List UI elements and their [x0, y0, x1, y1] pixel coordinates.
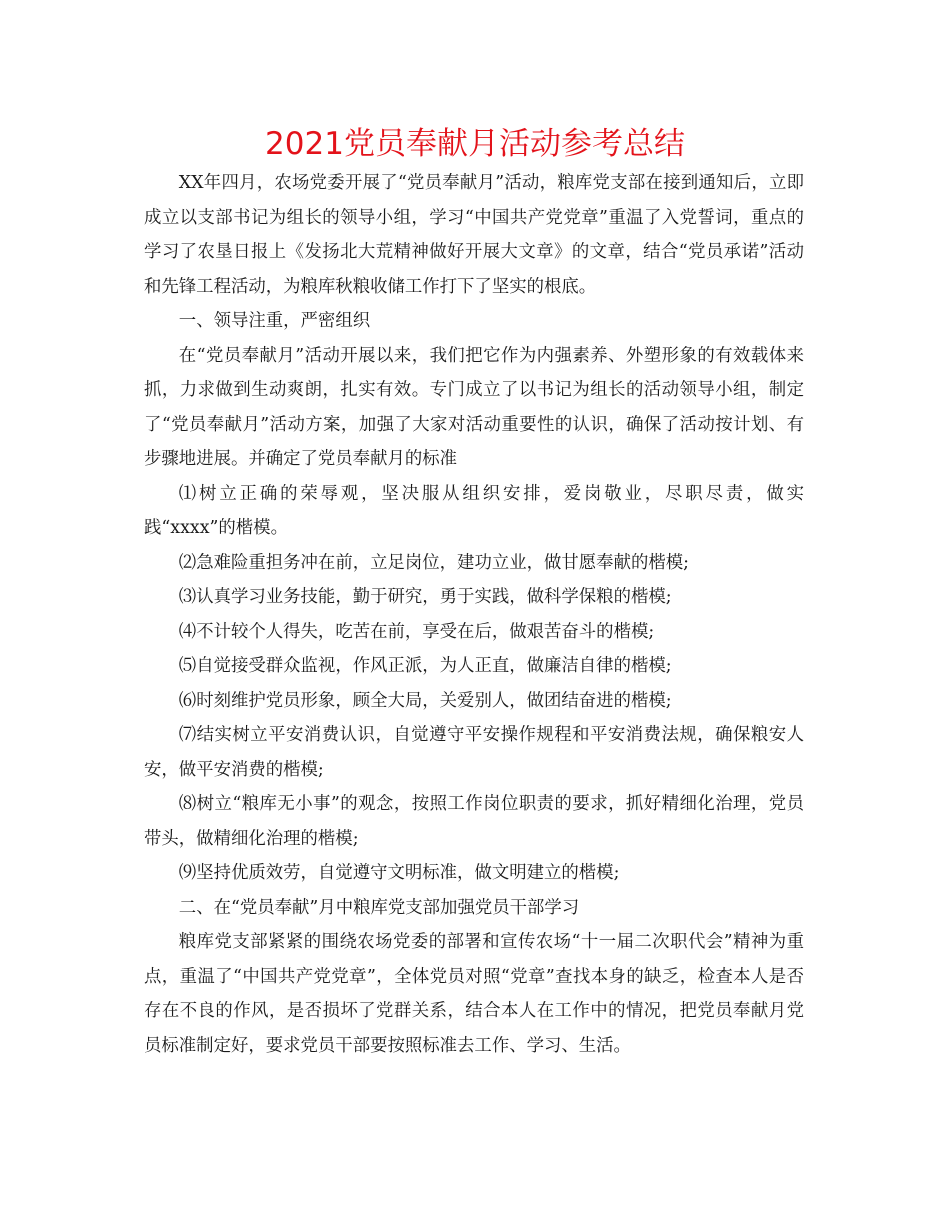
- list-item-3: ⑶认真学习业务技能，勤于研究，勇于实践，做科学保粮的楷模;: [178, 587, 672, 607]
- paragraph-section-1: 在“党员奉献月”活动开展以来，我们把它作为内强素养、外塑形象的有效载体来抓，力求做到生动爽朗，扎实有效。专门成立了以书记为组长的活动领导小组，制定了“党员奉献月”活动方案，加强了大家对活动重要性的认识，确保了活动按计划、有步骤地进展。并确定了党员奉献月的标准: [144, 345, 804, 469]
- document-body: [144, 166, 804, 1063]
- section-heading-1: 一、领导注重，严密组织: [178, 311, 371, 331]
- list-item-1: ⑴树立正确的荣辱观，坚决服从组织安排，爱岗敬业，尽职尽责，做实践“xxxx”的楷模。: [144, 483, 804, 538]
- paragraph-intro: XX年四月，农场党委开展了“党员奉献月”活动，粮库党支部在接到通知后，立即成立以支部书记为组长的领导小组，学习“中国共产党党章”重温了入党誓词，重点的学习了农垦日报上《发扬北大荒精神做好开展大文章》的文章，结合“党员承诺”活动和先锋工程活动，为粮库秋粮收储工作打下了坚实的根底。: [144, 173, 804, 297]
- document-title: 2021党员奉献月活动参考总结: [265, 126, 685, 162]
- section-heading-2: 二、在“党员奉献”月中粮库党支部加强党员干部学习: [178, 897, 580, 918]
- paragraph-section-2: 粮库党支部紧紧的围绕农场党委的部署和宣传农场“十一届二次职代会”精神为重点，重温了“中国共产党党章”，全体党员对照“党章”查找本身的缺乏，检查本人是否存在不良的作风，是否损坏了党群关系，结合本人在工作中的情况，把党员奉献月党员标准制定好，要求党员干部要按照标准去工作、学习、生活。: [144, 932, 804, 1056]
- list-item-2: ⑵急难险重担务冲在前，立足岗位，建功立业，做甘愿奉献的楷模;: [178, 552, 689, 573]
- list-item-6: ⑹时刻维护党员形象，顾全大局，关爱别人，做团结奋进的楷模;: [178, 690, 672, 711]
- list-item-4: ⑷不计较个人得失，吃苦在前，享受在后，做艰苦奋斗的楷模;: [178, 621, 655, 642]
- list-item-9: ⑼坚持优质效劳，自觉遵守文明标准，做文明建立的楷模;: [178, 863, 620, 883]
- list-item-5: ⑸自觉接受群众监视，作风正派，为人正直，做廉洁自律的楷模;: [178, 656, 672, 676]
- list-item-7: ⑺结实树立平安消费认识，自觉遵守平安操作规程和平安消费法规，确保粮安人安，做平安消费的楷模;: [144, 725, 804, 780]
- list-item-8: ⑻树立“粮库无小事”的观念，按照工作岗位职责的要求，抓好精细化治理，党员带头，做精细化治理的楷模;: [144, 794, 804, 849]
